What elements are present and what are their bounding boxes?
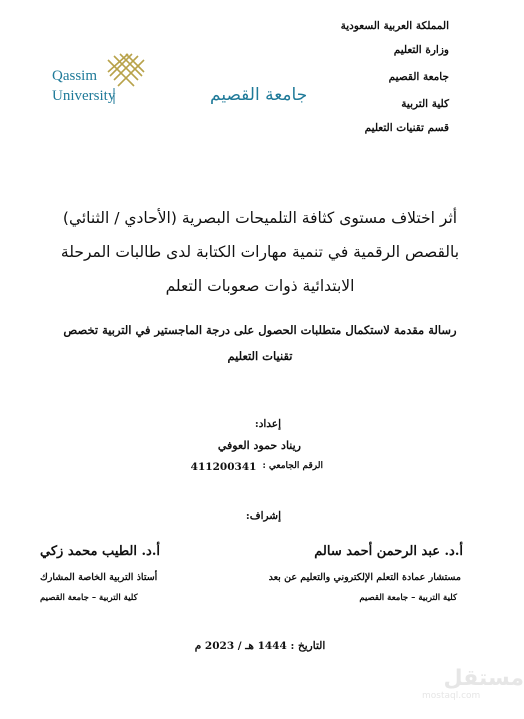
supervisor1-affiliation: كلية التربية – جامعة القصيم [359,593,457,603]
student-id-label: الرقم الجامعي : [262,461,323,471]
supervisor1-role: مستشار عمادة التعلم الإلكتروني والتعليم عن بعد [268,572,461,583]
header-university: جامعة القصيم [388,71,449,83]
header-ministry: وزارة التعليم [393,44,449,56]
supervision-label: إشراف: [245,510,281,522]
supervisor2-role: أستاذ التربية الخاصة المشارك [40,572,158,583]
logo-text-arabic: جامعة القصيم [210,85,308,105]
student-id-row [143,461,323,473]
logo-text-qassim: Qassim [52,68,97,84]
thesis-title-line-1: أثر اختلاف مستوى كثافة التلميحات البصرية (الأحادي / الثنائي) [62,209,458,227]
header-college: كلية التربية [401,98,449,110]
student-name: ريناد حمود العوفي [217,439,301,452]
student-id-value: 411200341 [190,461,257,473]
thesis-title-line-3: الابتدائية ذوات صعوبات التعلم [165,277,355,295]
university-logo-mark [52,50,308,106]
document-date: التاريخ : 1444 هـ / 2023 م [194,640,326,652]
supervisor1-name: أ.د. عبد الرحمن أحمد سالم [314,544,463,559]
supervisor2-affiliation: كلية التربية – جامعة القصيم [40,593,138,603]
prepared-label: إعداد: [254,418,281,430]
thesis-subtitle-line-1: رسالة مقدمة لاستكمال متطلبات الحصول على درجة الماجستير في التربية تخصص [63,323,457,337]
supervisor2-name: أ.د. الطيب محمد زكي [40,544,160,559]
watermark-brand: مستقل [443,666,524,691]
thesis-subtitle-line-2: تقنيات التعليم [227,349,293,363]
mostaql-watermark [404,666,524,716]
watermark-url: mostaql.com [422,691,481,701]
header-department: قسم تقنيات التعليم [364,122,449,134]
header-kingdom: المملكة العربية السعودية [340,20,449,32]
logo-text-university: University [52,88,116,104]
thesis-title-line-2: بالقصص الرقمية في تنمية مهارات الكتابة لدى طالبات المرحلة [60,243,460,261]
university-logo [52,50,308,106]
